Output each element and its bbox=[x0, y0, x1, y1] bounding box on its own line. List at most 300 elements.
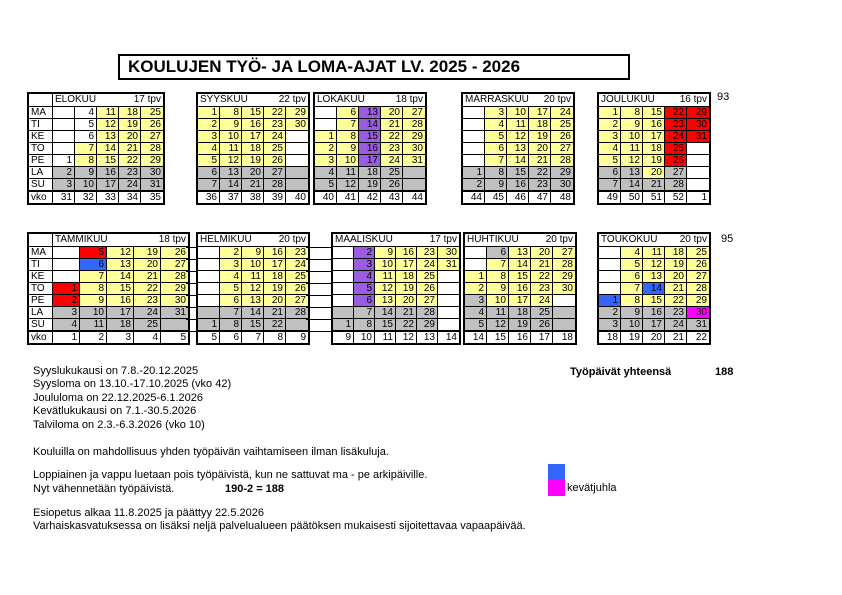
day-cell: 5 bbox=[599, 155, 621, 167]
day-cell bbox=[463, 119, 485, 131]
day-cell: 25 bbox=[141, 107, 163, 119]
day-cell: 14 bbox=[242, 307, 264, 319]
day-cell: 5 bbox=[354, 283, 375, 295]
day-cell bbox=[286, 319, 308, 331]
day-cell: 28 bbox=[687, 283, 709, 295]
day-cell: 26 bbox=[141, 119, 163, 131]
day-cell bbox=[333, 307, 354, 319]
month-name: HUHTIKUU bbox=[467, 234, 519, 245]
workdays-total-label: Työpäivät yhteensä bbox=[570, 366, 672, 378]
summary-line-5: Talviloma on 2.3.-6.3.2026 (vko 10) bbox=[33, 419, 205, 431]
month-name: ELOKUU bbox=[55, 94, 97, 105]
week-number: 22 bbox=[687, 331, 709, 343]
day-cell: 14 bbox=[97, 143, 119, 155]
day-cell: 10 bbox=[220, 131, 242, 143]
day-cell bbox=[333, 271, 354, 283]
day-cell: 23 bbox=[286, 247, 308, 259]
day-cell: 2 bbox=[599, 119, 621, 131]
day-label: PE bbox=[29, 155, 53, 167]
day-cell: 30 bbox=[551, 179, 573, 191]
month-tpv: 22 tpv bbox=[278, 94, 306, 105]
day-label: SU bbox=[29, 319, 53, 331]
day-cell: 21 bbox=[531, 259, 553, 271]
day-cell: 8 bbox=[621, 107, 643, 119]
day-label: PE bbox=[29, 295, 53, 307]
day-cell: 29 bbox=[161, 283, 188, 295]
day-cell: 31 bbox=[141, 179, 163, 191]
vko-label: vko bbox=[29, 191, 53, 203]
day-cell: 18 bbox=[665, 247, 687, 259]
day-cell: 26 bbox=[381, 179, 403, 191]
day-cell: 18 bbox=[529, 119, 551, 131]
day-cell: 14 bbox=[621, 179, 643, 191]
day-cell: 7 bbox=[220, 307, 242, 319]
day-cell: 13 bbox=[97, 131, 119, 143]
month-tpv: 18 tpv bbox=[395, 94, 423, 105]
day-cell: 9 bbox=[337, 143, 359, 155]
day-cell: 2 bbox=[53, 295, 80, 307]
day-cell: 3 bbox=[599, 131, 621, 143]
day-cell: 8 bbox=[220, 319, 242, 331]
day-cell: 12 bbox=[97, 119, 119, 131]
day-cell: 28 bbox=[417, 307, 438, 319]
day-cell: 22 bbox=[529, 167, 551, 179]
day-cell bbox=[438, 307, 459, 319]
week-number: 44 bbox=[403, 191, 425, 203]
day-cell bbox=[286, 155, 308, 167]
day-cell bbox=[687, 179, 709, 191]
day-cell: 5 bbox=[621, 259, 643, 271]
day-cell: 26 bbox=[161, 247, 188, 259]
day-cell: 22 bbox=[665, 295, 687, 307]
day-cell: 7 bbox=[80, 271, 107, 283]
day-cell: 3 bbox=[220, 259, 242, 271]
day-cell: 26 bbox=[286, 283, 308, 295]
day-cell: 6 bbox=[621, 271, 643, 283]
week-number: 43 bbox=[381, 191, 403, 203]
day-cell: 21 bbox=[134, 271, 161, 283]
day-cell bbox=[553, 319, 575, 331]
day-cell: 2 bbox=[220, 247, 242, 259]
day-cell: 25 bbox=[665, 143, 687, 155]
day-cell: 8 bbox=[354, 319, 375, 331]
day-cell: 1 bbox=[463, 167, 485, 179]
day-cell: 6 bbox=[198, 167, 220, 179]
day-cell: 9 bbox=[621, 307, 643, 319]
day-cell: 15 bbox=[242, 107, 264, 119]
day-cell: 30 bbox=[286, 119, 308, 131]
day-cell: 15 bbox=[507, 167, 529, 179]
day-cell: 23 bbox=[134, 295, 161, 307]
day-cell: 24 bbox=[264, 131, 286, 143]
day-cell: 12 bbox=[507, 131, 529, 143]
day-cell: 2 bbox=[198, 119, 220, 131]
day-cell: 14 bbox=[220, 179, 242, 191]
grid-artifact-line bbox=[306, 271, 331, 272]
day-cell: 14 bbox=[107, 271, 134, 283]
day-cell bbox=[599, 283, 621, 295]
day-cell: 24 bbox=[665, 131, 687, 143]
day-cell: 1 bbox=[53, 283, 80, 295]
day-cell: 15 bbox=[509, 271, 531, 283]
day-cell: 20 bbox=[643, 167, 665, 179]
day-cell: 26 bbox=[687, 259, 709, 271]
day-cell: 30 bbox=[161, 295, 188, 307]
summary-line-3: Joululoma on 22.12.2025-6.1.2026 bbox=[33, 392, 204, 404]
day-cell: 19 bbox=[119, 119, 141, 131]
week-number: 10 bbox=[354, 331, 375, 343]
day-cell: 25 bbox=[286, 271, 308, 283]
day-label: LA bbox=[29, 307, 53, 319]
week-number: 5 bbox=[198, 331, 220, 343]
day-cell: 5 bbox=[485, 131, 507, 143]
day-cell bbox=[53, 143, 75, 155]
day-cell bbox=[687, 143, 709, 155]
week-number: 9 bbox=[333, 331, 354, 343]
month-calendar-lokakuu bbox=[313, 92, 427, 205]
day-cell: 20 bbox=[242, 167, 264, 179]
day-cell: 16 bbox=[264, 247, 286, 259]
day-cell: 24 bbox=[134, 307, 161, 319]
day-cell: 14 bbox=[643, 283, 665, 295]
day-cell: 10 bbox=[487, 295, 509, 307]
day-cell: 23 bbox=[119, 167, 141, 179]
day-cell: 11 bbox=[80, 319, 107, 331]
grid-artifact-line bbox=[306, 319, 331, 320]
day-cell: 31 bbox=[161, 307, 188, 319]
week-number: 14 bbox=[438, 331, 459, 343]
month-name: LOKAKUU bbox=[317, 94, 365, 105]
day-cell: 13 bbox=[359, 107, 381, 119]
day-cell: 21 bbox=[665, 283, 687, 295]
day-cell: 10 bbox=[337, 155, 359, 167]
day-cell: 10 bbox=[375, 259, 396, 271]
day-cell: 16 bbox=[97, 167, 119, 179]
day-cell: 26 bbox=[665, 155, 687, 167]
week-number: 3 bbox=[107, 331, 134, 343]
day-cell: 4 bbox=[198, 143, 220, 155]
day-cell: 1 bbox=[599, 107, 621, 119]
month-calendar-maaliskuu bbox=[331, 232, 461, 345]
day-cell: 8 bbox=[80, 283, 107, 295]
week-number: 49 bbox=[599, 191, 621, 203]
day-cell: 15 bbox=[107, 283, 134, 295]
month-header bbox=[333, 234, 459, 247]
day-cell bbox=[599, 259, 621, 271]
day-cell: 13 bbox=[509, 247, 531, 259]
spring-celebration-legend-label: kevätjuhla bbox=[567, 482, 617, 494]
day-cell bbox=[438, 283, 459, 295]
day-cell: 4 bbox=[354, 271, 375, 283]
day-label: MA bbox=[29, 247, 53, 259]
week-number: 32 bbox=[75, 191, 97, 203]
day-cell: 10 bbox=[242, 259, 264, 271]
day-cell: 21 bbox=[242, 179, 264, 191]
day-cell: 25 bbox=[264, 143, 286, 155]
week-number: 18 bbox=[553, 331, 575, 343]
week-number: 9 bbox=[286, 331, 308, 343]
day-cell bbox=[333, 259, 354, 271]
day-cell: 27 bbox=[551, 143, 573, 155]
day-cell: 3 bbox=[599, 319, 621, 331]
day-cell bbox=[53, 131, 75, 143]
day-cell: 29 bbox=[553, 271, 575, 283]
week-number: 5 bbox=[161, 331, 188, 343]
day-cell: 3 bbox=[53, 307, 80, 319]
week-number: 46 bbox=[507, 191, 529, 203]
day-cell: 13 bbox=[643, 271, 665, 283]
day-cell bbox=[463, 155, 485, 167]
day-label: MA bbox=[29, 107, 53, 119]
month-calendar-helmikuu bbox=[196, 232, 310, 345]
day-cell bbox=[438, 319, 459, 331]
week-number: 16 bbox=[509, 331, 531, 343]
day-cell: 12 bbox=[242, 283, 264, 295]
day-cell bbox=[53, 107, 75, 119]
month-tpv: 20 tpv bbox=[278, 234, 306, 245]
week-number: 37 bbox=[220, 191, 242, 203]
day-cell: 22 bbox=[134, 283, 161, 295]
day-cell: 18 bbox=[359, 167, 381, 179]
day-cell bbox=[315, 119, 337, 131]
day-cell: 22 bbox=[119, 155, 141, 167]
day-cell: 30 bbox=[687, 307, 709, 319]
week-number: 38 bbox=[242, 191, 264, 203]
day-label: LA bbox=[29, 167, 53, 179]
week-number: 18 bbox=[599, 331, 621, 343]
day-cell: 23 bbox=[665, 119, 687, 131]
day-cell: 31 bbox=[687, 131, 709, 143]
day-cell: 14 bbox=[359, 119, 381, 131]
day-cell: 10 bbox=[621, 319, 643, 331]
week-number: 39 bbox=[264, 191, 286, 203]
day-cell bbox=[599, 247, 621, 259]
day-cell: 15 bbox=[242, 319, 264, 331]
grid-artifact-line bbox=[306, 247, 331, 248]
day-cell: 16 bbox=[643, 307, 665, 319]
day-cell bbox=[53, 259, 80, 271]
week-number: 14 bbox=[465, 331, 487, 343]
day-cell: 31 bbox=[687, 319, 709, 331]
workdays-total-value: 188 bbox=[715, 366, 734, 378]
day-cell: 22 bbox=[396, 319, 417, 331]
day-cell: 17 bbox=[643, 319, 665, 331]
day-cell: 10 bbox=[621, 131, 643, 143]
day-cell: 21 bbox=[264, 307, 286, 319]
day-cell: 17 bbox=[396, 259, 417, 271]
day-cell: 2 bbox=[354, 247, 375, 259]
day-cell bbox=[161, 319, 188, 331]
day-cell: 20 bbox=[381, 107, 403, 119]
day-cell: 16 bbox=[396, 247, 417, 259]
week-number: 33 bbox=[97, 191, 119, 203]
month-calendar-toukokuu bbox=[597, 232, 711, 345]
day-label: TO bbox=[29, 283, 53, 295]
day-cell: 21 bbox=[381, 119, 403, 131]
spring-celebration-legend-swatch bbox=[548, 480, 565, 496]
week-number: 47 bbox=[529, 191, 551, 203]
day-cell: 5 bbox=[465, 319, 487, 331]
day-cell: 24 bbox=[551, 107, 573, 119]
week-number: 17 bbox=[531, 331, 553, 343]
day-cell bbox=[333, 283, 354, 295]
day-cell: 14 bbox=[375, 307, 396, 319]
day-cell: 4 bbox=[465, 307, 487, 319]
day-cell: 6 bbox=[75, 131, 97, 143]
day-cell: 22 bbox=[665, 107, 687, 119]
day-cell: 19 bbox=[359, 179, 381, 191]
day-cell: 31 bbox=[403, 155, 425, 167]
day-cell: 22 bbox=[381, 131, 403, 143]
day-cell bbox=[198, 295, 220, 307]
day-cell: 7 bbox=[485, 155, 507, 167]
day-cell: 26 bbox=[551, 131, 573, 143]
day-cell: 3 bbox=[198, 131, 220, 143]
day-cell: 7 bbox=[198, 179, 220, 191]
spring-semester-total: 95 bbox=[721, 233, 734, 245]
day-cell: 6 bbox=[487, 247, 509, 259]
day-cell: 28 bbox=[665, 179, 687, 191]
week-number: 20 bbox=[643, 331, 665, 343]
month-name: JOULUKUU bbox=[601, 94, 655, 105]
day-cell: 17 bbox=[509, 295, 531, 307]
day-cell: 17 bbox=[643, 131, 665, 143]
day-cell: 19 bbox=[643, 155, 665, 167]
day-cell: 7 bbox=[487, 259, 509, 271]
grid-artifact-line bbox=[186, 283, 196, 284]
autumn-semester-total: 93 bbox=[717, 91, 730, 103]
week-number: 51 bbox=[643, 191, 665, 203]
day-cell bbox=[286, 143, 308, 155]
day-cell: 10 bbox=[507, 107, 529, 119]
week-number: 8 bbox=[264, 331, 286, 343]
day-cell: 29 bbox=[417, 319, 438, 331]
note-swap-day: Kouluilla on mahdollisuus yhden työpäivän vaihtamiseen ilman lisäkuluja. bbox=[33, 446, 389, 458]
day-cell: 28 bbox=[141, 143, 163, 155]
month-calendar-syyskuu bbox=[196, 92, 310, 205]
day-cell: 12 bbox=[375, 283, 396, 295]
day-cell: 3 bbox=[465, 295, 487, 307]
day-cell: 30 bbox=[403, 143, 425, 155]
day-cell: 23 bbox=[529, 179, 551, 191]
day-cell: 4 bbox=[599, 143, 621, 155]
grid-artifact-line bbox=[306, 283, 331, 284]
day-cell bbox=[687, 167, 709, 179]
day-cell: 13 bbox=[375, 295, 396, 307]
day-cell: 4 bbox=[75, 107, 97, 119]
day-cell: 11 bbox=[97, 107, 119, 119]
week-number: 2 bbox=[80, 331, 107, 343]
vko-label: vko bbox=[29, 331, 53, 343]
day-cell: 8 bbox=[220, 107, 242, 119]
day-cell bbox=[687, 155, 709, 167]
week-number: 36 bbox=[198, 191, 220, 203]
day-cell: 6 bbox=[80, 259, 107, 271]
day-cell: 12 bbox=[621, 155, 643, 167]
day-cell: 12 bbox=[487, 319, 509, 331]
day-cell bbox=[286, 167, 308, 179]
day-cell: 7 bbox=[354, 307, 375, 319]
grid-artifact-line bbox=[186, 295, 196, 296]
day-cell: 17 bbox=[264, 259, 286, 271]
day-cell bbox=[553, 295, 575, 307]
day-cell: 23 bbox=[665, 307, 687, 319]
note-holidays-rule: Loppiainen ja vappu luetaan pois työpäivistä, kun ne sattuvat ma - pe arkipäiville. bbox=[33, 469, 428, 481]
month-tpv: 18 tpv bbox=[158, 234, 186, 245]
day-label: KE bbox=[29, 271, 53, 283]
month-name: SYYSKUU bbox=[200, 94, 248, 105]
day-cell: 6 bbox=[485, 143, 507, 155]
day-cell: 24 bbox=[417, 259, 438, 271]
note-early-education: Varhaiskasvatuksessa on lisäksi neljä palvelualueen päätöksen mukaisesti sijoitettavaa vapaapäivää. bbox=[33, 520, 526, 532]
day-label: TO bbox=[29, 143, 53, 155]
week-number: 40 bbox=[286, 191, 308, 203]
day-cell: 24 bbox=[531, 295, 553, 307]
day-cell: 1 bbox=[465, 271, 487, 283]
grid-artifact-line bbox=[306, 259, 331, 260]
corner-cell bbox=[29, 234, 53, 247]
day-cell bbox=[333, 247, 354, 259]
day-cell: 8 bbox=[621, 295, 643, 307]
day-cell: 7 bbox=[621, 283, 643, 295]
day-cell: 9 bbox=[375, 247, 396, 259]
month-header bbox=[53, 94, 163, 107]
day-cell bbox=[465, 247, 487, 259]
day-cell: 2 bbox=[53, 167, 75, 179]
day-cell: 14 bbox=[509, 259, 531, 271]
day-cell: 1 bbox=[198, 107, 220, 119]
grid-artifact-line bbox=[186, 247, 196, 248]
day-cell: 7 bbox=[337, 119, 359, 131]
day-label: KE bbox=[29, 131, 53, 143]
day-cell bbox=[463, 131, 485, 143]
month-header bbox=[599, 94, 709, 107]
week-number: 41 bbox=[337, 191, 359, 203]
day-cell: 19 bbox=[264, 283, 286, 295]
day-cell: 11 bbox=[242, 271, 264, 283]
day-cell: 22 bbox=[531, 271, 553, 283]
day-cell: 17 bbox=[107, 307, 134, 319]
month-header bbox=[463, 94, 573, 107]
month-name: HELMIKUU bbox=[200, 234, 252, 245]
day-cell: 11 bbox=[337, 167, 359, 179]
day-cell: 20 bbox=[665, 271, 687, 283]
day-cell: 27 bbox=[264, 167, 286, 179]
day-cell: 14 bbox=[507, 155, 529, 167]
week-number: 6 bbox=[220, 331, 242, 343]
day-cell bbox=[198, 247, 220, 259]
day-cell: 19 bbox=[396, 283, 417, 295]
day-cell bbox=[403, 167, 425, 179]
week-number: 40 bbox=[315, 191, 337, 203]
day-cell: 6 bbox=[220, 295, 242, 307]
week-number: 11 bbox=[375, 331, 396, 343]
day-cell: 29 bbox=[403, 131, 425, 143]
day-cell: 7 bbox=[75, 143, 97, 155]
day-cell: 24 bbox=[286, 259, 308, 271]
day-cell bbox=[53, 119, 75, 131]
day-cell: 27 bbox=[417, 295, 438, 307]
day-cell: 18 bbox=[242, 143, 264, 155]
week-number: 34 bbox=[119, 191, 141, 203]
day-cell: 17 bbox=[529, 107, 551, 119]
month-header bbox=[53, 234, 188, 247]
day-cell: 12 bbox=[643, 259, 665, 271]
day-cell: 4 bbox=[220, 271, 242, 283]
day-cell: 19 bbox=[665, 259, 687, 271]
note-deduction-calc: 190-2 = 188 bbox=[225, 483, 285, 495]
week-number: 4 bbox=[134, 331, 161, 343]
